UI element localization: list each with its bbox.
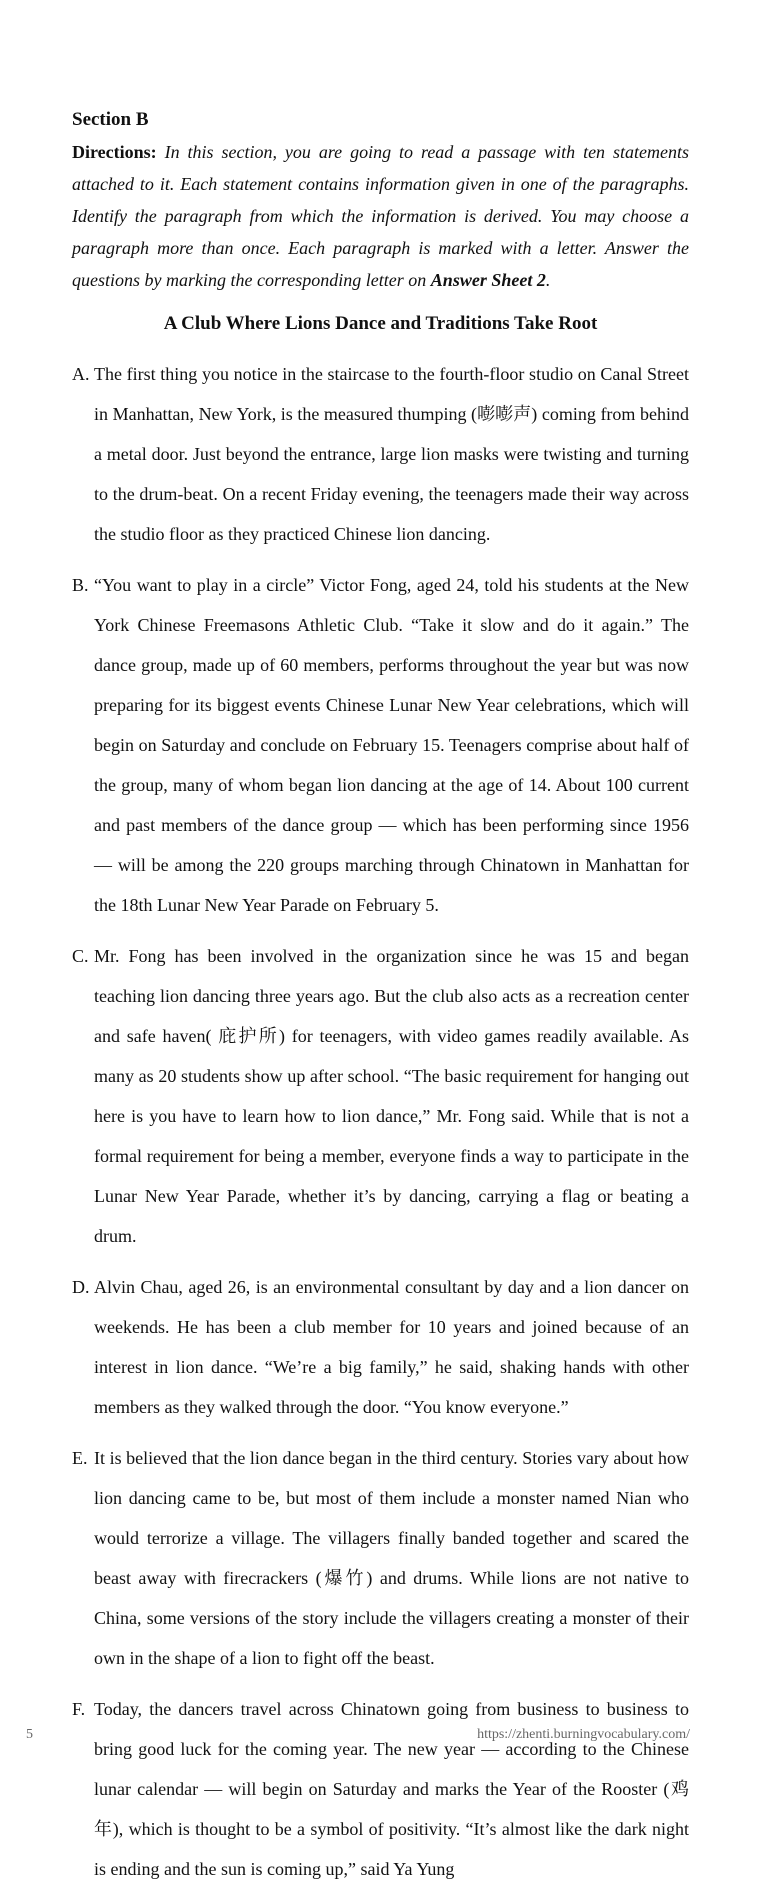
article-title: A Club Where Lions Dance and Traditions Take Root	[163, 313, 598, 334]
paragraph-text: Today, the dancers travel across Chinatown going from business to business to bring good luck for the coming year. The new year — according to the Chinese lunar calendar — will begin on Saturday and marks the Year of the Rooster (鸡年), which is thought to be a symbol of positivity. “It’s almost like the dark night is ending and the sun is coming up,” said Ya Yung	[94, 1699, 689, 1879]
paragraph-text: It is believed that the lion dance began in the third century. Stories vary about how lion dancing came to be, but most of them include a monster named Nian who would terrorize a village. The villagers finally banded together and scared the beast away with firecrackers (爆竹) and drums. While lions are not native to China, some versions of the story include the villagers creating a monster of their own in the shape of a lion to fight off the beast.	[94, 1448, 689, 1668]
paragraph-letter: A.	[72, 364, 90, 384]
directions-text: In this section, you are going to read a passage with ten statements attached to it. Each statement contains information given in one of the paragraphs. Identify the paragraph from which the information is derived. You may choose a paragraph more than once. Each paragraph is marked with a letter. Answer the questions by marking the corresponding letter on	[72, 142, 689, 290]
paragraph-letter: C.	[72, 946, 89, 966]
paragraph-letter: F.	[72, 1699, 86, 1719]
footer-url: https://zhenti.burningvocabulary.com/	[477, 1727, 690, 1742]
paragraph-a	[72, 354, 689, 554]
paragraph-letter: B.	[72, 575, 89, 595]
page-number: 5	[26, 1727, 33, 1742]
paragraph-e	[72, 1438, 689, 1678]
directions-label: Directions:	[72, 142, 157, 162]
directions-end: .	[545, 270, 551, 290]
paragraph-text: Mr. Fong has been involved in the organization since he was 15 and began teaching lion dancing three years ago. But the club also acts as a recreation center and safe haven( 庇护所) for teenagers, with video games readily available. As many as 20 students show up after school. “The basic requirement for hanging out here is you have to learn how to lion dance,” Mr. Fong said. While that is not a formal requirement for being a member, everyone finds a way to participate in the Lunar New Year Parade, whether it’s by dancing, carrying a flag or beating a drum.	[94, 946, 689, 1246]
paragraph-b	[72, 565, 689, 925]
answer-sheet-ref: Answer Sheet 2	[430, 270, 546, 290]
paragraph-text: Alvin Chau, aged 26, is an environmental consultant by day and a lion dancer on weekends. He has been a club member for 10 years and joined because of an interest in lion dance. “We’re a big family,” he said, shaking hands with other members as they walked through the door. “You know everyone.”	[94, 1277, 689, 1417]
section-heading: Section B	[72, 109, 149, 130]
paragraph-text: The first thing you notice in the staircase to the fourth-floor studio on Canal Street in Manhattan, New York, is the measured thumping (嘭嘭声) coming from behind a metal door. Just beyond the entrance, large lion masks were twisting and turning to the drum-beat. On a recent Friday evening, the teenagers made their way across the studio floor as they practiced Chinese lion dancing.	[94, 364, 689, 544]
paragraph-d	[72, 1267, 689, 1427]
paragraph-text: “You want to play in a circle” Victor Fong, aged 24, told his students at the New York Chinese Freemasons Athletic Club. “Take it slow and do it again.” The dance group, made up of 60 members, performs throughout the year but was now preparing for its biggest events Chinese Lunar New Year celebrations, which will begin on Saturday and conclude on February 15. Teenagers comprise about half of the group, many of whom began lion dancing at the age of 14. About 100 current and past members of the dance group — which has been performing since 1956 — will be among the 220 groups marching through Chinatown in Manhattan for the 18th Lunar New Year Parade on February 5.	[94, 575, 689, 915]
paragraph-letter: E.	[72, 1448, 88, 1468]
paragraph-letter: D.	[72, 1277, 90, 1297]
paragraph-f	[72, 1689, 689, 1889]
directions-block	[72, 136, 689, 296]
paragraph-c	[72, 936, 689, 1256]
document-page	[72, 104, 689, 1900]
